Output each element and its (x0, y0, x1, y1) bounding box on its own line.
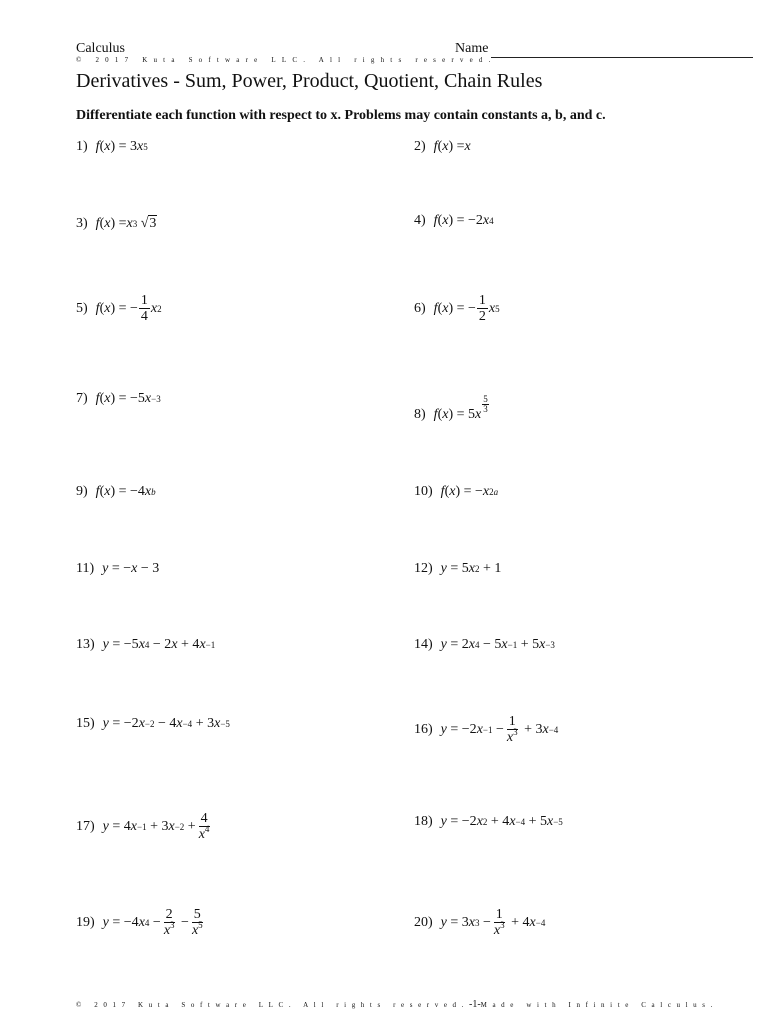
problem-expression: y = 2 x 4 − 5 x −1 + 5 x −3 (440, 637, 555, 652)
problem-expression: f ( x ) = − $\frac{1}{2}$ x 5 (433, 293, 500, 324)
problem-4 (414, 213, 494, 229)
problem-number: 2) (414, 139, 426, 154)
problem-expression: f ( x ) = −4 x b (95, 484, 156, 499)
problem-number: 11) (76, 561, 95, 576)
problem-20 (414, 907, 545, 939)
problem-number: 3) (76, 215, 88, 231)
problem-expression: f ( x ) = 3 x 5 (95, 139, 148, 154)
problem-12 (414, 561, 501, 577)
problem-number: 4) (414, 213, 426, 228)
problem-6 (414, 293, 500, 325)
problem-expression: f ( x ) = −5 x −3 (95, 391, 161, 406)
problem-number: 7) (76, 391, 88, 406)
problem-expression: y = 5 x 2 + 1 (440, 561, 502, 576)
problem-expression: y = −2 x 2 + 4 x −4 + 5 x −5 (440, 814, 563, 829)
problem-expression: f ( x ) = 5 x 5 3 (433, 394, 488, 422)
problem-expression: y = −2 x −1 − $\frac{1}{x^3}$ + 3 x −4 (440, 714, 559, 745)
problem-number: 18) (414, 814, 433, 829)
problem-11 (76, 561, 159, 577)
problem-number: 8) (414, 406, 426, 422)
problem-9 (76, 484, 156, 500)
problem-number: 12) (414, 561, 433, 576)
problem-5 (76, 293, 162, 325)
problem-number: 17) (76, 819, 95, 834)
problem-13 (76, 637, 215, 653)
problem-number: 10) (414, 484, 433, 499)
problem-1 (76, 139, 148, 155)
name-blank-line (491, 57, 753, 58)
problem-number: 15) (76, 716, 95, 731)
footer (76, 999, 718, 1010)
problem-number: 13) (76, 637, 95, 652)
problem-2 (414, 139, 471, 155)
problem-expression: y = − x − 3 (102, 561, 160, 576)
problem-expression: y = 3 x 3 − $\frac{1}{x^3}$ + 4 x −4 (440, 907, 546, 938)
page-number: -1- (468, 999, 481, 1010)
problem-expression: y = 4 x −1 + 3 x −2 + $\frac{4}{x^4}$ (102, 811, 210, 842)
problem-19 (76, 907, 206, 939)
instructions: Differentiate each function with respect to x. Problems may contain constants a, b, and c. (76, 108, 606, 123)
problem-number: 20) (414, 915, 433, 930)
problem-expression: f ( x ) = x (433, 139, 471, 154)
problem-16 (414, 714, 558, 746)
problem-number: 5) (76, 301, 88, 316)
problem-expression: f ( x ) = x 3 √ 3 (95, 215, 157, 231)
copyright-notice: © 2017 Kuta Software LLC. All rights reserved. (76, 56, 497, 64)
problem-3 (76, 215, 157, 232)
problem-expression: y = −4 x 4 − $\frac{2}{x^3}$ − $\frac{5}{x^5}$ (102, 907, 203, 938)
problem-17 (76, 811, 212, 843)
problem-number: 1) (76, 139, 88, 154)
problem-number: 14) (414, 637, 433, 652)
footer-copyright: © 2017 Kuta Software LLC. All rights reserved. (76, 1001, 469, 1009)
problem-expression: y = −2 x −2 − 4 x −4 + 3 x −5 (102, 716, 230, 731)
problem-number: 19) (76, 915, 95, 930)
problem-7 (76, 391, 161, 407)
problem-number: 6) (414, 301, 426, 316)
problem-expression: f ( x ) = − $\frac{1}{4}$ x 2 (95, 293, 162, 324)
course-title: Calculus (76, 41, 125, 56)
problem-number: 16) (414, 722, 433, 737)
problem-15 (76, 716, 230, 732)
problem-expression: f ( x ) = −2 x 4 (433, 213, 494, 228)
problem-expression: y = −5 x 4 − 2 x + 4 x −1 (102, 637, 216, 652)
worksheet-title: Derivatives - Sum, Power, Product, Quotient, Chain Rules (76, 70, 543, 92)
problem-number: 9) (76, 484, 88, 499)
name-label: Name (455, 41, 489, 56)
problem-10 (414, 484, 498, 500)
footer-made-with: Made with Infinite Calculus. (480, 1001, 718, 1009)
problem-8 (414, 394, 489, 424)
problem-14 (414, 637, 555, 653)
problem-18 (414, 814, 563, 830)
problem-expression: f ( x ) = − x 2a (440, 484, 499, 499)
